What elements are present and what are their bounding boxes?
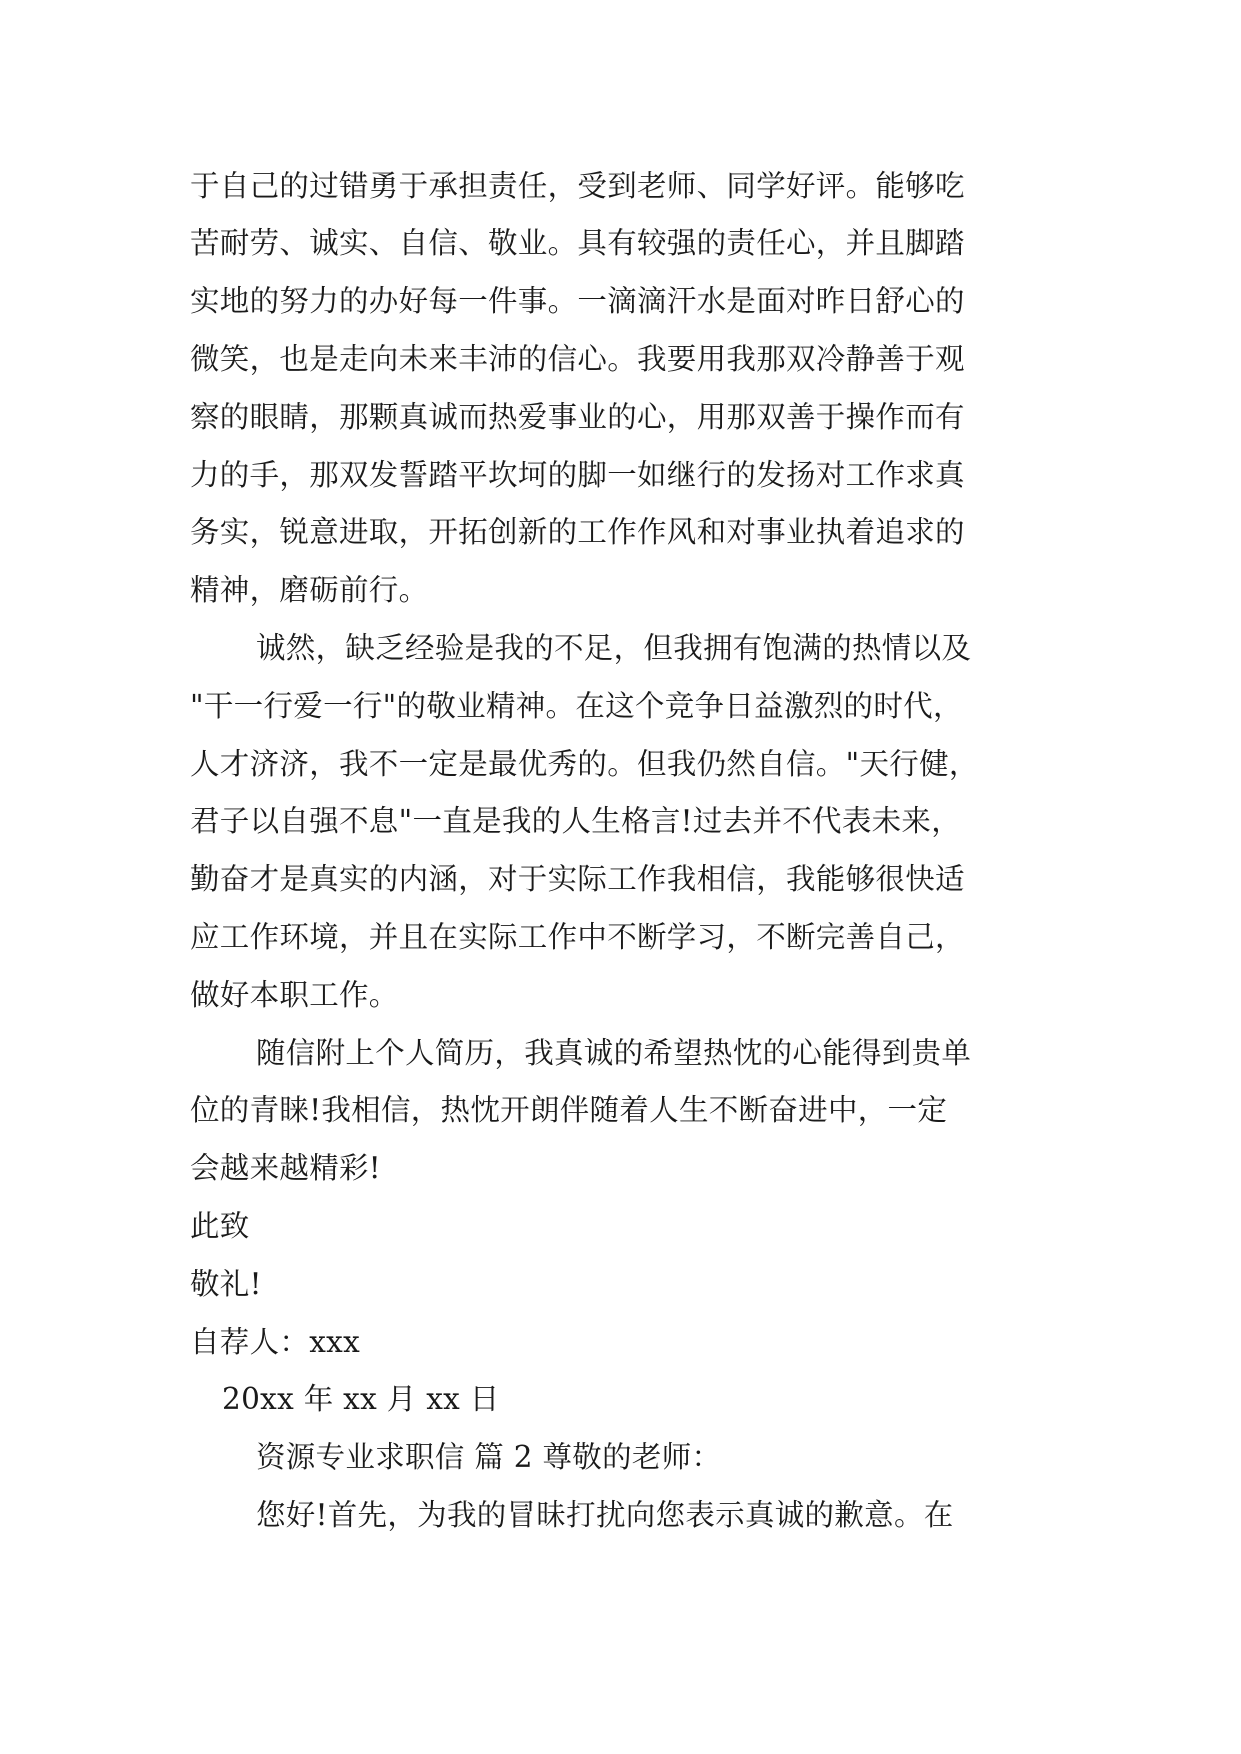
paragraph-line: 力的手，那双发誓踏平坎坷的脚一如继行的发扬对工作求真	[190, 458, 965, 492]
paragraph-line: 随信附上个人简历，我真诚的希望热忱的心能得到贵单	[256, 1036, 972, 1070]
paragraph-line: 做好本职工作。	[190, 978, 399, 1012]
paragraph-line: 位的青睐!我相信，热忱开朗伴随着人生不断奋进中，一定	[190, 1093, 948, 1127]
paragraph-line: "干一行爱一行"的敬业精神。在这个竞争日益激烈的时代，	[190, 689, 963, 723]
paragraph-line: 应工作环境，并且在实际工作中不断学习，不断完善自己，	[190, 920, 965, 954]
signature-line: 自荐人：xxx	[190, 1325, 361, 1359]
closing-regards: 敬礼!	[190, 1267, 262, 1301]
paragraph-line: 察的眼睛，那颗真诚而热爱事业的心，用那双善于操作而有	[190, 400, 965, 434]
paragraph-line: 务实，锐意进取，开拓创新的工作作风和对事业执着追求的	[190, 515, 965, 549]
closing-salutation: 此致	[190, 1209, 250, 1243]
date-line: 20xx 年 xx 月 xx 日	[222, 1382, 500, 1416]
paragraph-line: 您好!首先，为我的冒昧打扰向您表示真诚的歉意。在	[256, 1498, 954, 1532]
paragraph-line: 精神，磨砺前行。	[190, 573, 429, 607]
paragraph-line: 苦耐劳、诚实、自信、敬业。具有较强的责任心，并且脚踏	[190, 226, 965, 260]
paragraph-line: 于自己的过错勇于承担责任，受到老师、同学好评。能够吃	[190, 169, 965, 203]
paragraph-line: 实地的努力的办好每一件事。一滴滴汗水是面对昨日舒心的	[190, 284, 965, 318]
paragraph-line: 勤奋才是真实的内涵，对于实际工作我相信，我能够很快适	[190, 862, 965, 896]
paragraph-line: 微笑，也是走向未来丰沛的信心。我要用我那双冷静善于观	[190, 342, 965, 376]
section-heading: 资源专业求职信 篇 2 尊敬的老师：	[256, 1440, 722, 1474]
paragraph-line: 人才济济，我不一定是最优秀的。但我仍然自信。"天行健，	[190, 747, 979, 781]
paragraph-line: 会越来越精彩!	[190, 1151, 381, 1185]
paragraph-line: 诚然，缺乏经验是我的不足，但我拥有饱满的热情以及	[256, 631, 972, 665]
paragraph-line: 君子以自强不息"一直是我的人生格言!过去并不代表未来，	[190, 804, 962, 838]
